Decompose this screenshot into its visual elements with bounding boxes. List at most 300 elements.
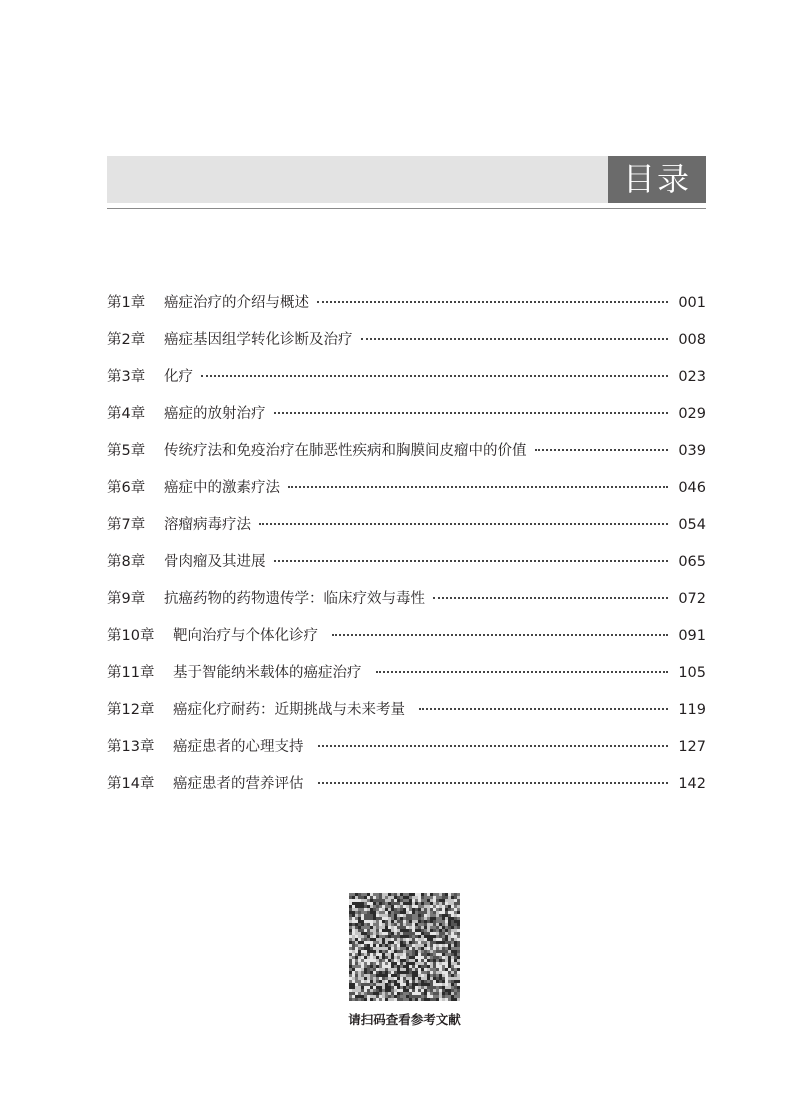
qr-module (457, 995, 460, 998)
toc-entry[interactable] (107, 581, 706, 618)
qr-module (394, 986, 397, 989)
qr-module (370, 905, 373, 908)
qr-module (382, 947, 385, 950)
qr-module (367, 959, 370, 962)
qr-module (400, 998, 403, 1001)
qr-module (376, 908, 379, 911)
qr-module (355, 950, 358, 953)
qr-module (355, 974, 358, 977)
qr-module (445, 983, 448, 986)
qr-module (394, 956, 397, 959)
qr-module (436, 995, 439, 998)
qr-module (430, 899, 433, 902)
qr-module (355, 893, 358, 896)
qr-module (421, 926, 424, 929)
qr-module (409, 992, 412, 995)
qr-module (349, 911, 352, 914)
qr-module (409, 902, 412, 905)
qr-module (367, 947, 370, 950)
qr-module (451, 902, 454, 905)
qr-module (442, 947, 445, 950)
qr-module (436, 944, 439, 947)
dot-leader (318, 782, 669, 784)
qr-module (406, 914, 409, 917)
qr-module (427, 980, 430, 983)
qr-module (370, 914, 373, 917)
qr-module (388, 986, 391, 989)
qr-module (439, 965, 442, 968)
qr-module (409, 899, 412, 902)
qr-module (352, 938, 355, 941)
qr-module (451, 965, 454, 968)
qr-module (403, 905, 406, 908)
qr-module (433, 989, 436, 992)
qr-module (421, 917, 424, 920)
qr-module (349, 974, 352, 977)
qr-module (430, 998, 433, 1001)
qr-module (415, 965, 418, 968)
qr-module (415, 899, 418, 902)
qr-module (382, 998, 385, 1001)
qr-module (373, 953, 376, 956)
qr-module (448, 983, 451, 986)
qr-module (409, 998, 412, 1001)
qr-module (349, 944, 352, 947)
qr-module (412, 992, 415, 995)
qr-module (409, 923, 412, 926)
qr-module (418, 956, 421, 959)
qr-module (439, 932, 442, 935)
qr-module (433, 899, 436, 902)
qr-module (400, 956, 403, 959)
qr-module (415, 986, 418, 989)
toc-entry[interactable] (107, 322, 706, 359)
qr-module (382, 950, 385, 953)
qr-module (391, 929, 394, 932)
qr-module (427, 956, 430, 959)
qr-module (448, 908, 451, 911)
chapter-number: 第3章 (107, 369, 146, 385)
qr-module (433, 932, 436, 935)
qr-module (448, 941, 451, 944)
toc-entry[interactable] (107, 470, 706, 507)
qr-module (436, 986, 439, 989)
qr-module (412, 974, 415, 977)
qr-module (454, 956, 457, 959)
qr-module (361, 977, 364, 980)
qr-module (355, 947, 358, 950)
toc-entry[interactable] (107, 766, 706, 803)
qr-module (418, 929, 421, 932)
qr-module (370, 899, 373, 902)
qr-module (370, 908, 373, 911)
qr-module (385, 986, 388, 989)
qr-module (382, 971, 385, 974)
qr-code[interactable] (349, 893, 460, 1001)
qr-module (367, 893, 370, 896)
qr-module (382, 959, 385, 962)
toc-entry[interactable] (107, 396, 706, 433)
toc-entry[interactable] (107, 359, 706, 396)
qr-module (379, 968, 382, 971)
qr-module (424, 992, 427, 995)
qr-module (454, 962, 457, 965)
qr-module (445, 914, 448, 917)
qr-module (457, 932, 460, 935)
qr-module (442, 911, 445, 914)
qr-module (442, 977, 445, 980)
qr-module (436, 953, 439, 956)
qr-module (349, 968, 352, 971)
qr-module (427, 908, 430, 911)
toc-entry[interactable] (107, 433, 706, 470)
toc-entry[interactable] (107, 507, 706, 544)
qr-module (406, 932, 409, 935)
qr-module (379, 908, 382, 911)
qr-module (433, 914, 436, 917)
dot-leader (274, 412, 669, 414)
qr-module (352, 902, 355, 905)
qr-module (421, 998, 424, 1001)
chapter-number: 第6章 (107, 480, 146, 496)
qr-module (439, 995, 442, 998)
qr-module (457, 950, 460, 953)
qr-module (364, 971, 367, 974)
qr-module (370, 896, 373, 899)
qr-module (370, 953, 373, 956)
dot-leader (259, 523, 668, 525)
qr-module (430, 902, 433, 905)
qr-module (376, 902, 379, 905)
qr-module (427, 896, 430, 899)
qr-module (415, 968, 418, 971)
qr-module (358, 908, 361, 911)
qr-module (358, 911, 361, 914)
qr-module (406, 896, 409, 899)
qr-module (397, 983, 400, 986)
qr-module (400, 929, 403, 932)
qr-module (355, 899, 358, 902)
qr-module (367, 932, 370, 935)
qr-module (352, 908, 355, 911)
qr-module (361, 974, 364, 977)
qr-module (433, 992, 436, 995)
qr-module (358, 896, 361, 899)
chapter-number: 第10章 (107, 628, 155, 644)
qr-module (403, 929, 406, 932)
qr-module (415, 893, 418, 896)
qr-module (412, 980, 415, 983)
qr-module (394, 902, 397, 905)
qr-module (439, 974, 442, 977)
chapter-number: 第9章 (107, 591, 146, 607)
qr-module (373, 926, 376, 929)
qr-module (424, 995, 427, 998)
qr-module (370, 926, 373, 929)
qr-module (394, 923, 397, 926)
qr-module (385, 920, 388, 923)
qr-module (436, 938, 439, 941)
qr-module (349, 971, 352, 974)
qr-module (382, 986, 385, 989)
qr-module (388, 953, 391, 956)
qr-module (454, 971, 457, 974)
qr-module (400, 938, 403, 941)
qr-module (358, 968, 361, 971)
qr-module (349, 914, 352, 917)
qr-module (427, 962, 430, 965)
qr-module (406, 959, 409, 962)
qr-module (391, 950, 394, 953)
qr-module (403, 947, 406, 950)
qr-module (364, 908, 367, 911)
qr-module (436, 956, 439, 959)
qr-module (424, 944, 427, 947)
qr-module (418, 986, 421, 989)
qr-module (430, 965, 433, 968)
qr-module (388, 929, 391, 932)
qr-module (361, 902, 364, 905)
qr-module (418, 938, 421, 941)
qr-module (418, 947, 421, 950)
qr-module (361, 995, 364, 998)
qr-module (427, 989, 430, 992)
qr-module (448, 992, 451, 995)
qr-module (394, 929, 397, 932)
qr-module (373, 992, 376, 995)
qr-module (373, 902, 376, 905)
qr-module (385, 929, 388, 932)
qr-module (373, 977, 376, 980)
qr-module (349, 995, 352, 998)
qr-module (379, 983, 382, 986)
qr-module (379, 974, 382, 977)
qr-module (364, 992, 367, 995)
qr-module (364, 983, 367, 986)
qr-module (436, 968, 439, 971)
qr-module (361, 911, 364, 914)
qr-module (367, 977, 370, 980)
qr-module (436, 914, 439, 917)
qr-module (400, 992, 403, 995)
qr-module (352, 899, 355, 902)
qr-module (445, 902, 448, 905)
qr-module (445, 971, 448, 974)
qr-module (436, 923, 439, 926)
qr-module (439, 929, 442, 932)
qr-module (388, 893, 391, 896)
qr-module (406, 998, 409, 1001)
qr-module (433, 971, 436, 974)
qr-module (418, 923, 421, 926)
qr-module (349, 917, 352, 920)
qr-module (400, 926, 403, 929)
qr-module (448, 935, 451, 938)
qr-module (433, 896, 436, 899)
qr-module (457, 926, 460, 929)
qr-module (373, 938, 376, 941)
qr-module (454, 944, 457, 947)
qr-module (418, 896, 421, 899)
qr-module (361, 986, 364, 989)
qr-module (364, 893, 367, 896)
qr-module (376, 968, 379, 971)
qr-module (373, 959, 376, 962)
qr-module (382, 917, 385, 920)
qr-module (451, 896, 454, 899)
qr-module (388, 917, 391, 920)
qr-module (439, 977, 442, 980)
qr-module (391, 974, 394, 977)
qr-module (358, 947, 361, 950)
qr-module (439, 911, 442, 914)
qr-module (412, 968, 415, 971)
qr-module (457, 968, 460, 971)
qr-module (382, 989, 385, 992)
qr-module (388, 914, 391, 917)
qr-module (394, 893, 397, 896)
qr-module (367, 923, 370, 926)
qr-module (376, 923, 379, 926)
qr-module (394, 914, 397, 917)
qr-module (358, 950, 361, 953)
qr-module (445, 938, 448, 941)
qr-module (445, 965, 448, 968)
qr-module (403, 959, 406, 962)
qr-module (418, 995, 421, 998)
qr-module (352, 968, 355, 971)
qr-module (376, 944, 379, 947)
qr-module (355, 953, 358, 956)
chapter-number: 第5章 (107, 443, 146, 459)
qr-module (430, 893, 433, 896)
qr-module (436, 998, 439, 1001)
qr-module (424, 965, 427, 968)
toc-entry[interactable] (107, 655, 706, 692)
qr-module (364, 896, 367, 899)
qr-module (355, 905, 358, 908)
qr-module (361, 923, 364, 926)
qr-module (436, 983, 439, 986)
qr-module (355, 911, 358, 914)
chapter-title: 癌症治疗的介绍与概述 (164, 295, 309, 311)
qr-module (355, 902, 358, 905)
qr-module (448, 902, 451, 905)
qr-module (403, 899, 406, 902)
qr-module (409, 962, 412, 965)
qr-module (355, 983, 358, 986)
qr-module (391, 941, 394, 944)
qr-module (355, 971, 358, 974)
qr-module (430, 953, 433, 956)
qr-module (454, 920, 457, 923)
qr-module (436, 962, 439, 965)
qr-module (376, 989, 379, 992)
qr-module (430, 971, 433, 974)
qr-module (427, 986, 430, 989)
qr-module (427, 905, 430, 908)
qr-module (433, 986, 436, 989)
toc-entry[interactable] (107, 729, 706, 766)
qr-module (421, 914, 424, 917)
qr-module (400, 935, 403, 938)
qr-module (448, 986, 451, 989)
qr-module (388, 971, 391, 974)
qr-module (397, 962, 400, 965)
qr-module (424, 947, 427, 950)
qr-module (382, 932, 385, 935)
qr-module (382, 956, 385, 959)
qr-module (361, 992, 364, 995)
qr-module (403, 902, 406, 905)
qr-module (385, 902, 388, 905)
qr-module (373, 896, 376, 899)
qr-module (424, 926, 427, 929)
qr-module (364, 938, 367, 941)
qr-module (442, 914, 445, 917)
toc-entry[interactable] (107, 285, 706, 322)
qr-module (406, 899, 409, 902)
qr-module (373, 935, 376, 938)
toc-entry[interactable] (107, 544, 706, 581)
qr-module (376, 971, 379, 974)
qr-module (436, 941, 439, 944)
qr-module (451, 953, 454, 956)
qr-module (406, 983, 409, 986)
qr-module (457, 911, 460, 914)
qr-module (412, 944, 415, 947)
qr-module (364, 944, 367, 947)
qr-module (361, 914, 364, 917)
qr-module (361, 929, 364, 932)
qr-module (382, 896, 385, 899)
qr-module (451, 929, 454, 932)
qr-module (382, 911, 385, 914)
qr-module (385, 989, 388, 992)
qr-module (445, 974, 448, 977)
qr-module (442, 986, 445, 989)
qr-module (391, 899, 394, 902)
qr-module (373, 911, 376, 914)
qr-module (409, 938, 412, 941)
qr-module (403, 938, 406, 941)
qr-module (415, 995, 418, 998)
qr-module (430, 956, 433, 959)
qr-module (454, 998, 457, 1001)
chapter-number: 第13章 (107, 739, 155, 755)
qr-module (448, 905, 451, 908)
qr-module (418, 893, 421, 896)
qr-module (439, 899, 442, 902)
qr-module (436, 977, 439, 980)
qr-module (427, 950, 430, 953)
qr-module (445, 953, 448, 956)
qr-module (454, 914, 457, 917)
qr-module (361, 965, 364, 968)
qr-module (439, 980, 442, 983)
qr-module (349, 932, 352, 935)
qr-module (415, 944, 418, 947)
qr-module (385, 962, 388, 965)
qr-module (355, 935, 358, 938)
qr-module (445, 992, 448, 995)
qr-module (424, 998, 427, 1001)
qr-module (421, 944, 424, 947)
qr-module (358, 923, 361, 926)
toc-entry[interactable] (107, 618, 706, 655)
toc-entry[interactable] (107, 692, 706, 729)
qr-module (415, 950, 418, 953)
